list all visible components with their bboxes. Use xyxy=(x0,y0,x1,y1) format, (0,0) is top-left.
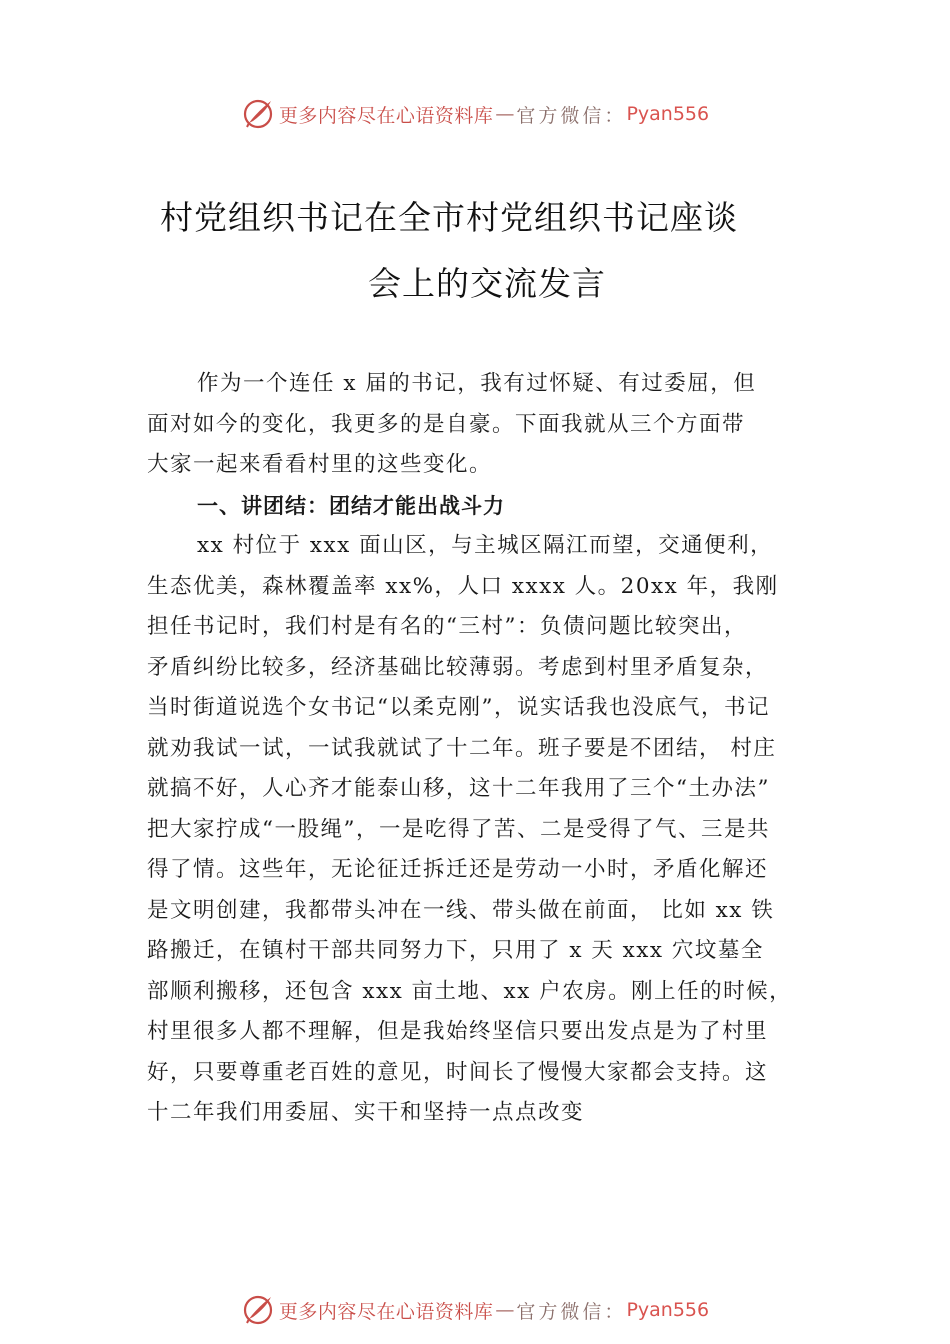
watermark-header xyxy=(0,94,950,134)
paragraph-line: 面对如今的变化，我更多的是自豪。下面我就从三个方面带 xyxy=(147,411,746,437)
watermark-dash: — xyxy=(495,1299,515,1321)
section-heading: 一、讲团结：团结才能出战斗力 xyxy=(197,493,505,518)
document-title-line-1: 村党组织书记在全市村党组织书记座谈 xyxy=(160,198,738,237)
paragraph-line: xx 村位于 xxx 面山区，与主城区隔江而望，交通便利， xyxy=(197,533,774,558)
paragraph-line: 作为一个连任 x 届的书记，我有过怀疑、有过委屈，但 xyxy=(197,371,757,396)
document-body xyxy=(147,364,819,1134)
watermark-wechat-label: 官方微信： xyxy=(516,104,627,127)
watermark-footer xyxy=(0,1290,950,1330)
watermark-dash: — xyxy=(495,103,515,125)
paragraph-line: 路搬迁，在镇村干部共同努力下，只用了 x 天 xxx 穴坟墓全 xyxy=(147,938,764,963)
paragraph-line: 大家一起来看看村里的这些变化。 xyxy=(147,452,493,477)
document-title-line-2: 会上的交流发言 xyxy=(368,264,606,303)
watermark-text: 更多内容尽在心语资料库 xyxy=(278,1300,494,1323)
watermark-text: 更多内容尽在心语资料库 xyxy=(278,104,494,127)
paragraph-line: 把大家拧成“一股绳”，一是吃得了苦、二是受得了气、三是共 xyxy=(147,816,770,842)
paragraph-line: 好，只要尊重老百姓的意见，时间长了慢慢大家都会支持。这 xyxy=(147,1059,769,1085)
watermark-wechat-id: Pyan556 xyxy=(626,103,710,125)
paragraph-line: 部顺利搬移，还包含 xxx 亩土地、xx 户农房。刚上任的时候， xyxy=(147,978,793,1004)
paragraph-line: 得了情。这些年，无论征迁拆迁还是劳动一小时，矛盾化解还 xyxy=(147,857,769,882)
paragraph-line: 矛盾纠纷比较多，经济基础比较薄弱。考虑到村里矛盾复杂， xyxy=(147,654,769,680)
paragraph-line: 担任书记时，我们村是有名的“三村”：负债问题比较突出， xyxy=(147,614,747,639)
paragraph-line: 就搞不好，人心齐才能泰山移，这十二年我用了三个“土办法” xyxy=(147,776,770,801)
paragraph-line: 村里很多人都不理解，但是我始终坚信只要出发点是为了村里 xyxy=(147,1019,769,1044)
paragraph-line: 生态优美，森林覆盖率 xx%，人口 xxxx 人。20xx 年，我刚 xyxy=(147,573,779,599)
watermark-wechat-label: 官方微信： xyxy=(516,1300,627,1323)
paragraph-line: 是文明创建，我都带头冲在一线、带头做在前面， 比如 xx 铁 xyxy=(147,897,775,923)
quill-pen-logo-icon xyxy=(241,1293,275,1327)
paragraph-line: 当时街道说选个女书记“以柔克刚”，说实话我也没底气，书记 xyxy=(147,695,770,720)
paragraph-line: 十二年我们用委屈、实干和坚持一点点改变 xyxy=(147,1100,585,1125)
quill-pen-logo-icon xyxy=(241,97,275,131)
watermark-wechat-id: Pyan556 xyxy=(626,1299,710,1321)
paragraph-line: 就劝我试一试，一试我就试了十二年。班子要是不团结， 村庄 xyxy=(147,735,777,761)
